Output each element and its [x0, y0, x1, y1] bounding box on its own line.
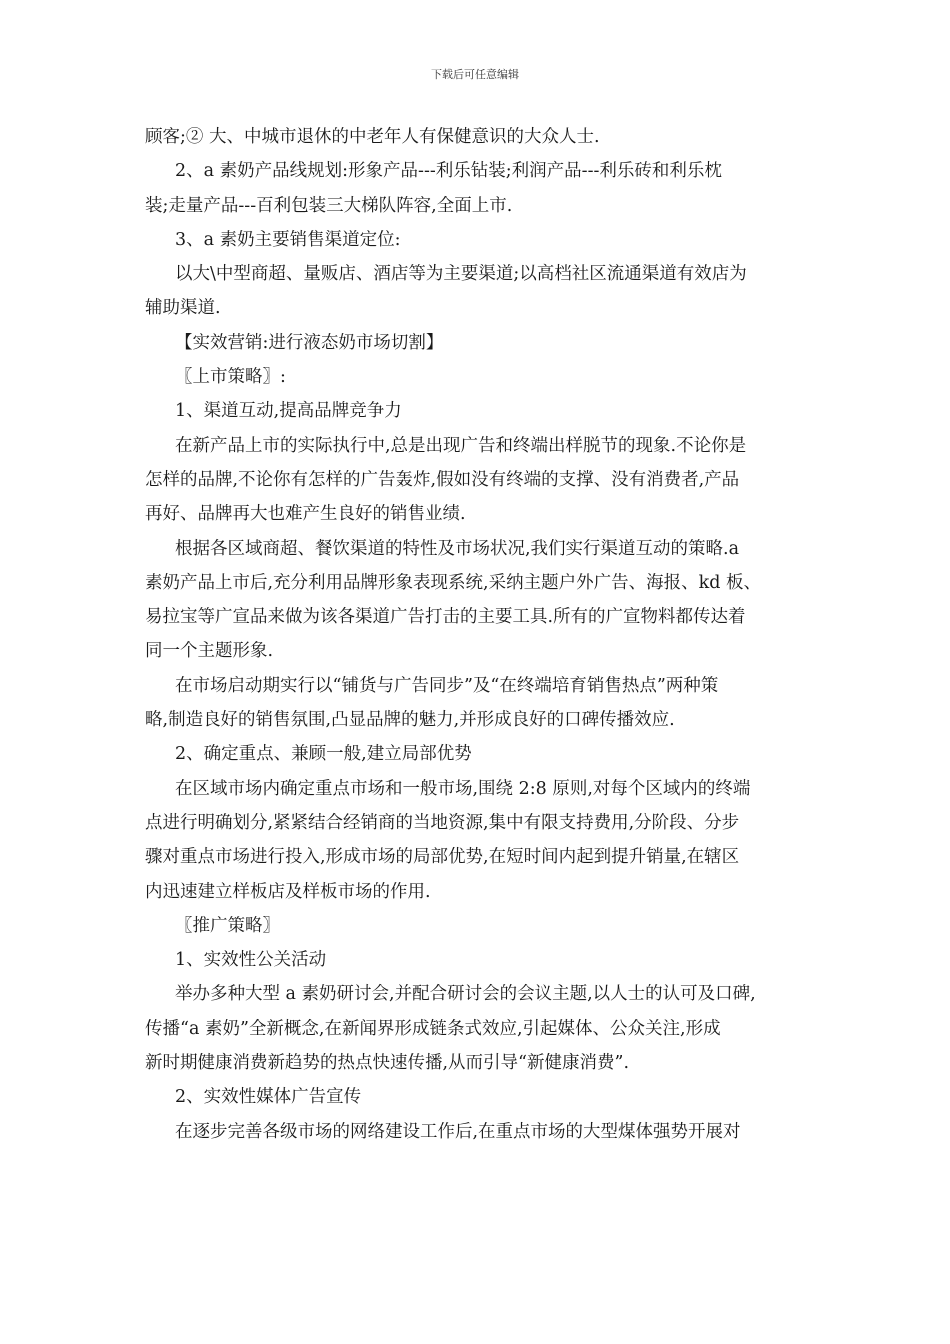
- text-line: 怎样的品牌,不论你有怎样的广告轰炸,假如没有终端的支撑、没有消费者,产品: [145, 469, 740, 490]
- text-line: 根据各区域商超、餐饮渠道的特性及市场状况,我们实行渠道互动的策略.a: [175, 538, 740, 559]
- text-line: 点进行明确划分,紧紧结合经销商的当地资源,集中有限支持费用,分阶段、分步: [145, 812, 740, 833]
- text-line: 〖上市策略〗:: [175, 367, 286, 388]
- text-line: 在新产品上市的实际执行中,总是出现广告和终端出样脱节的现象.不论你是: [175, 435, 747, 456]
- text-line: 顾客;② 大、中城市退休的中老年人有保健意识的大众人士.: [145, 127, 600, 147]
- text-line: 2、确定重点、兼顾一般,建立局部优势: [175, 744, 472, 765]
- text-line: 易拉宝等广宣品来做为该各渠道广告打击的主要工具.所有的广宣物料都传达着: [145, 607, 746, 628]
- text-line: 2、a 素奶产品线规划:形象产品---利乐钻装;利润产品---利乐砖和利乐枕: [175, 161, 722, 182]
- text-line: 在逐步完善各级市场的网络建设工作后,在重点市场的大型煤体强势开展对: [175, 1121, 741, 1142]
- text-line: 传播“a 素奶”全新概念,在新闻界形成链条式效应,引起媒体、公众关注,形成: [145, 1018, 721, 1039]
- text-line: 在市场启动期实行以“铺货与广告同步”及“在终端培育销售热点”两种策: [175, 675, 719, 696]
- text-line: 内迅速建立样板店及样板市场的作用.: [145, 881, 431, 902]
- text-line: 装;走量产品---百利包装三大梯队阵容,全面上市.: [145, 195, 513, 216]
- document-body: [145, 120, 815, 1149]
- text-line: 略,制造良好的销售氛围,凸显品牌的魅力,并形成良好的口碑传播效应.: [145, 710, 675, 731]
- text-line: 1、实效性公关活动: [175, 950, 327, 971]
- text-line: 3、a 素奶主要销售渠道定位:: [175, 229, 401, 250]
- text-line: 〖推广策略〗: [175, 915, 280, 936]
- text-line: 辅助渠道.: [145, 298, 221, 319]
- text-line: 【实效营销:进行液态奶市场切割】: [175, 332, 444, 353]
- page-header: 下载后可任意编辑: [431, 68, 519, 81]
- text-line: 1、渠道互动,提高品牌竞争力: [175, 401, 402, 422]
- text-line: 在区域市场内确定重点市场和一般市场,围绕 2:8 原则,对每个区域内的终端: [175, 778, 751, 799]
- text-line: 以大\中型商超、量贩店、酒店等为主要渠道;以高档社区流通渠道有效店为: [175, 264, 747, 285]
- text-line: 再好、品牌再大也难产生良好的销售业绩.: [145, 504, 466, 525]
- text-line: 2、实效性媒体广告宣传: [175, 1087, 362, 1108]
- text-line: 举办多种大型 a 素奶研讨会,并配合研讨会的会议主题,以人士的认可及口碑,: [175, 984, 756, 1005]
- text-line: 骤对重点市场进行投入,形成市场的局部优势,在短时间内起到提升销量,在辖区: [145, 847, 740, 868]
- text-line: 素奶产品上市后,充分利用品牌形象表现系统,采纳主题户外广告、海报、kd 板、: [145, 572, 761, 593]
- text-line: 同一个主题形象.: [145, 641, 274, 662]
- text-line: 新时期健康消费新趋势的热点快速传播,从而引导“新健康消费”.: [145, 1053, 630, 1074]
